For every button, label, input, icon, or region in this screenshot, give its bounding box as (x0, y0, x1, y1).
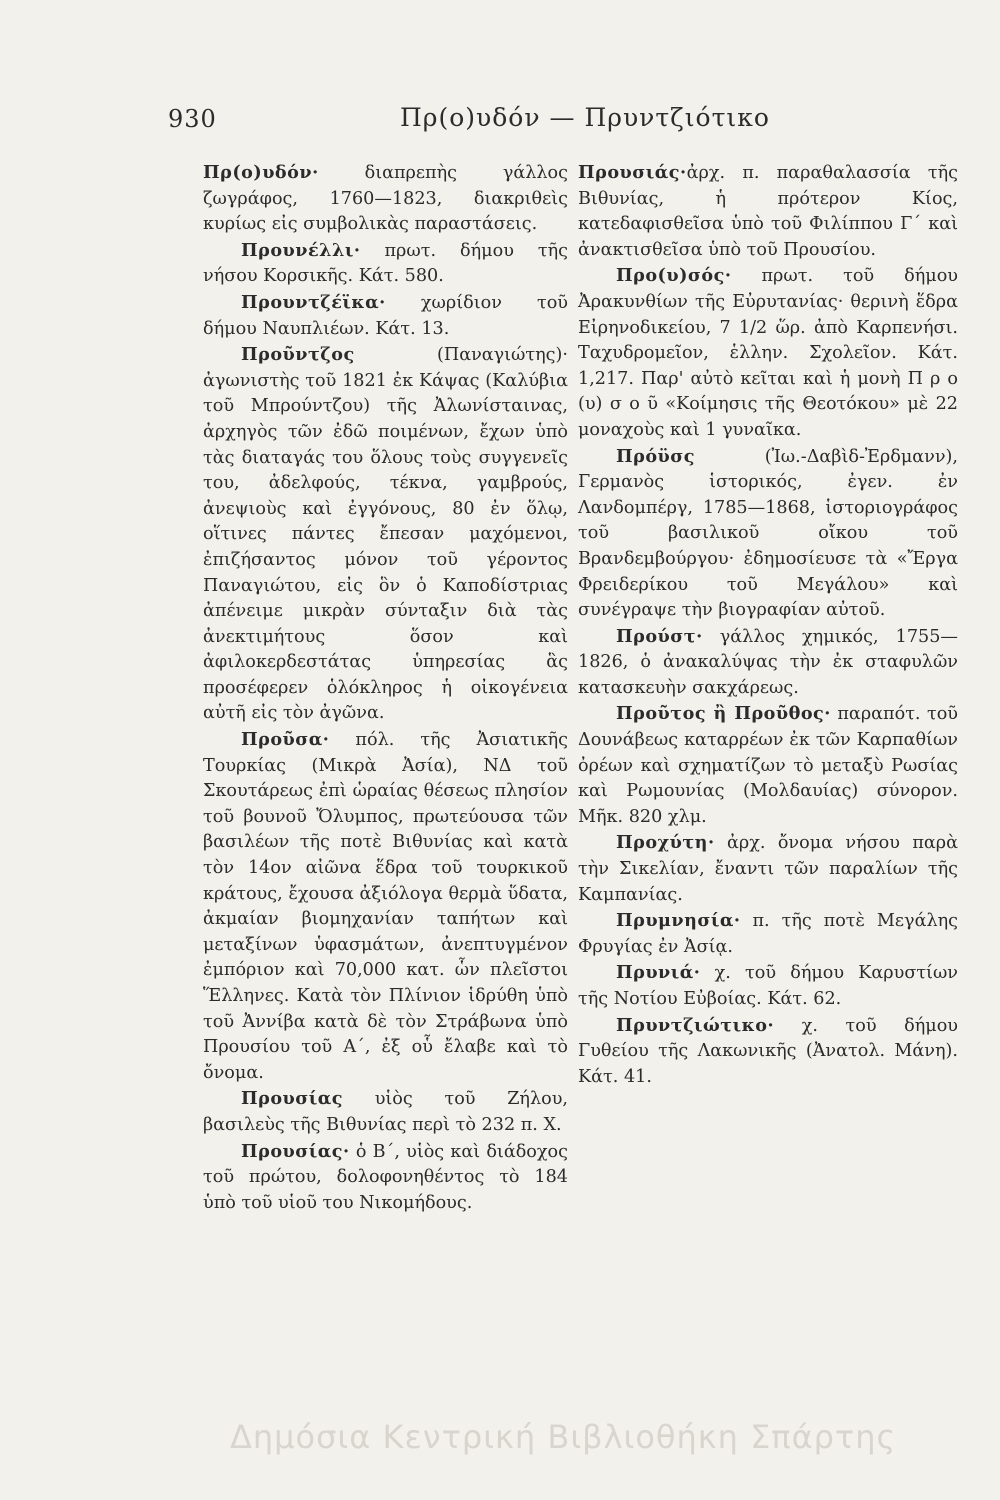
dictionary-entry (578, 160, 958, 263)
running-head: Πρ(ο)υδόν — Πρυντζιότικο (400, 103, 770, 132)
dictionary-entry (203, 727, 568, 1086)
entry-text: παραπότ. τοῦ Δουνάβεως καταρρέων ἐκ τῶν Καρπαθίων ὀρέων καὶ σχηματίζων τὸ μεταξὺ Ρωσίας καὶ Ρωμουνίας (Μολδαυίας) σύνορον. Μῆκ. 820 χλμ. (578, 704, 959, 827)
dictionary-entry (578, 263, 958, 443)
dictionary-entry (578, 1013, 958, 1091)
entry-headword: Προῦντζος (241, 344, 355, 366)
entry-text: χ. τοῦ δήμου Καρυστίων τῆς Νοτίου Εὐβοίας. Κάτ. 62. (578, 963, 958, 1009)
dictionary-entry (578, 960, 958, 1012)
entry-text: (Ἰω.-Δαβὶδ-Ἐρδμανν), Γερμανὸς ἱστορικός, ἐγεν. ἐν Λανδομπέργ, 1785—1868, ἱστοριογράφος τοῦ βασιλικοῦ οἴκου τοῦ Βρανδεμβούργου· ἐδημοσίευσε τὰ «Ἔργα Φρειδερίκου τοῦ Μεγάλου» καὶ συνέγραψε τὴν βιογραφίαν αὐτοῦ. (578, 446, 958, 621)
dictionary-entry (203, 290, 568, 342)
entry-headword: Προυντζέϊκα· (241, 291, 386, 313)
entry-headword: Πρ(ο)υδόν· (203, 162, 319, 183)
dictionary-entry (203, 1139, 568, 1217)
entry-headword: Προῦτος ἢ Προῦθος· (616, 703, 831, 725)
dictionary-entry (203, 1086, 568, 1138)
entry-headword: Προ(υ)σός· (616, 265, 732, 287)
entry-text: διαπρεπὴς γάλλος ζωγράφος, 1760—1823, διακριθεὶς κυρίως εἰς συμβολικὰς παραστάσεις. (203, 163, 568, 235)
entry-text: πόλ. τῆς Ἀσιατικῆς Τουρκίας (Μικρὰ Ἀσία), ΝΔ τοῦ Σκουτάρεως ἐπὶ ὡραίας θέσεως πλησίον τοῦ βουνοῦ Ὄλυμπος, πρωτεύουσα τῶν βασιλέων τῆς ποτὲ Βιθυνίας καὶ κατὰ τὸν 14ον αἰῶνα ἕδρα τοῦ τουρκικοῦ κράτους, ἔχουσα ἀξιόλογα θερμὰ ὕδατα, ἀκμαίαν βιομηχανίαν ταπήτων καὶ μεταξίνων ὑφασμάτων, ἀνεπτυγμένον ἐμπόριον καὶ 70,000 κατ. ὧν πλεῖστοι Ἕλληνες. Κατὰ τὸν Πλίνιον ἱδρύθη ὑπὸ τοῦ Ἀννίβα κατὰ δὲ τὸν Στράβωνα ὑπὸ Προυσίου τοῦ Α΄, ἐξ οὗ ἔλαβε καὶ τὸ ὄνομα. (203, 730, 568, 1083)
entry-text: π. τῆς ποτὲ Μεγάλης Φρυγίας ἐν Ἀσίᾳ. (578, 911, 958, 957)
library-watermark: Δημόσια Κεντρική Βιβλιοθήκη Σπάρτης (230, 1418, 897, 1456)
entry-headword: Προῦσα· (241, 729, 330, 751)
entry-text: χ. τοῦ δήμου Γυθείου τῆς Λακωνικῆς (Ἀνατολ. Μάνη). Κάτ. 41. (578, 1015, 958, 1087)
entry-text: πρωτ. τοῦ δήμου Ἀρακυνθίων τῆς Εὐρυτανίας· θερινὴ ἕδρα Εἰρηνοδικείου, 7 1/2 ὥρ. ἀπὸ Καρπενήσι. Ταχυδρομεῖον, ἑλλην. Σχολεῖον. Κάτ. 1,217. Παρ' αὐτὸ κεῖται καὶ ἡ μονὴ Π ρ ο (υ) σ ο ῦ «Κοίμησις τῆς Θεοτόκου» μὲ 22 μοναχοὺς καὶ 1 γυναῖκα. (578, 266, 958, 440)
entry-headword: Προυσίας· (241, 1140, 350, 1162)
right-column (578, 160, 958, 1090)
entry-headword: Πρυμνησία· (616, 910, 741, 932)
entry-text: χωρίδιον τοῦ δήμου Ναυπλιέων. Κάτ. 13. (203, 292, 568, 339)
entry-text: πρωτ. δήμου τῆς νήσου Κορσικῆς. Κάτ. 580. (203, 240, 568, 287)
dictionary-entry (578, 624, 958, 702)
entry-headword: Πρυνιά· (616, 962, 701, 984)
entry-headword: Πρυντζιώτικο· (616, 1014, 775, 1036)
dictionary-entry (578, 701, 958, 830)
entry-headword: Πρόϋσς (616, 445, 695, 467)
dictionary-entry (578, 830, 958, 908)
dictionary-entry (203, 342, 568, 727)
entry-headword: Προυσιάς· (578, 162, 687, 183)
page-number: 930 (168, 105, 217, 133)
entry-text: υἱὸς τοῦ Ζήλου, βασιλεὺς τῆς Βιθυνίας περὶ τὸ 232 π. Χ. (203, 1089, 568, 1135)
left-column (203, 160, 568, 1216)
entry-headword: Προυσίας (241, 1088, 343, 1110)
entry-headword: Προύστ· (616, 625, 703, 647)
dictionary-entry (578, 908, 958, 960)
entry-text: ὁ Β΄, υἱὸς καὶ διάδοχος τοῦ πρώτου, δολοφονηθέντος τὸ 184 ὑπὸ τοῦ υἱοῦ του Νικομήδους. (203, 1141, 568, 1213)
dictionary-entry (203, 238, 568, 290)
dictionary-entry (203, 160, 568, 238)
entry-headword: Προχύτη· (616, 832, 715, 854)
entry-text: (Παναγιώτης)· ἀγωνιστὴς τοῦ 1821 ἐκ Κάψας (Καλύβια τοῦ Μπρούντζου) τῆς Ἀλωνίσταινας, ἀρχηγὸς τῶν ἐδῶ ποιμένων, ἔχων ὑπὸ τὰς διαταγάς του ὅλους τοὺς συγγενεῖς του, ἀδελφούς, τέκνα, γαμβρούς, ἀνεψιοὺς καὶ ἐγγόνους, 80 ἐν ὅλῳ, οἵτινες πάντες ἔπεσαν μαχόμενοι, ἐπιζήσαντος μόνον τοῦ γέροντος Παναγιώτου, εἰς ὃν ὁ Καποδίστριας ἀπένειμε μικρὰν σύνταξιν διὰ τὰς ἀνεκτιμήτους ὅσον καὶ ἀφιλοκερδεστάτας ὑπηρεσίας ἃς προσέφερεν ὁλόκληρος ἡ οἰκογένεια αὐτῆ εἰς τὸν ἀγῶνα. (203, 345, 568, 724)
entry-text: γάλλος χημικός, 1755—1826, ὁ ἀνακαλύψας τὴν ἐκ σταφυλῶν κατασκευὴν σακχάρεως. (578, 626, 958, 698)
entry-headword: Προυνέλλι· (241, 239, 361, 261)
entry-text: ἀρχ. ὄνομα νήσου παρὰ τὴν Σικελίαν, ἔναντι τῶν παραλίων τῆς Καμπανίας. (578, 833, 958, 905)
dictionary-entry (578, 444, 958, 624)
entry-text: ἀρχ. π. παραθαλασσία τῆς Βιθυνίας, ἡ πρότερον Κίος, κατεδαφισθεῖσα ὑπὸ τοῦ Φιλίππου Γ΄ καὶ ἀνακτισθεῖσα ὑπὸ τοῦ Προυσίου. (578, 163, 958, 260)
